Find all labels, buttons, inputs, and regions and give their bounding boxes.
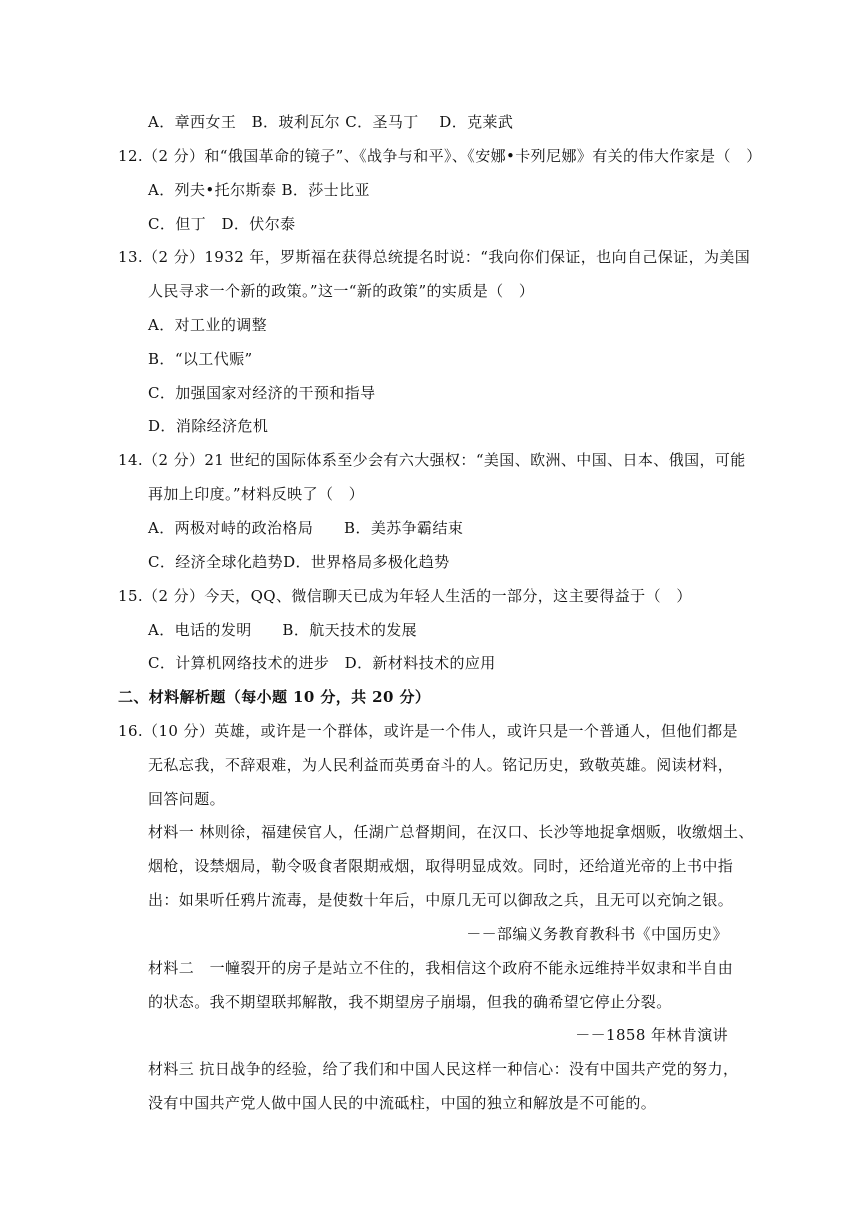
q13-stem-line2: 人民寻求一个新的政策。”这一“新的政策”的实质是（ ） <box>148 282 535 300</box>
q13-option-d: D．消除经济危机 <box>148 417 269 435</box>
q15-stem: 15.（2 分）今天，QQ、微信聊天已成为年轻人生活的一部分，这主要得益于（ ） <box>118 587 692 605</box>
q16-stem-line1: 16.（10 分）英雄，或许是一个群体，或许是一个伟人，或许只是一个普通人，但他们都是 <box>118 722 738 740</box>
q16-stem-line2: 无私忘我，不辞艰难，为人民利益而英勇奋斗的人。铭记历史，致敬英雄。阅读材料， <box>148 756 734 774</box>
q16-material1-source: －－部编义务教育教科书《中国历史》 <box>466 925 728 943</box>
q15-options-row2: C．计算机网络技术的进步 D．新材料技术的应用 <box>148 654 496 672</box>
q16-material1-line3: 出：如果听任鸦片流毒，是使数十年后，中原几无可以御敌之兵，且无可以充饷之银。 <box>148 891 734 909</box>
q16-stem-line3: 回答问题。 <box>148 790 226 808</box>
q12-stem: 12.（2 分）和“俄国革命的镜子”、《战争与和平》、《安娜•卡列尼娜》有关的伟大作家是（ ） <box>118 147 762 165</box>
q13-option-a: A．对工业的调整 <box>148 316 268 334</box>
q14-stem-line1: 14.（2 分）21 世纪的国际体系至少会有六大强权：“美国、欧洲、中国、日本、俄国，可能 <box>118 451 746 469</box>
q12-options-row1: A．列夫•托尔斯泰 B．莎士比亚 <box>148 181 370 199</box>
q13-option-c: C．加强国家对经济的干预和指导 <box>148 384 376 402</box>
q14-options-row2: C．经济全球化趋势D．世界格局多极化趋势 <box>148 553 450 571</box>
q16-material3-line1: 材料三 抗日战争的经验，给了我们和中国人民这样一种信心：没有中国共产党的努力， <box>148 1060 739 1078</box>
q11-options: A．章西女王 B．玻利瓦尔 C．圣马丁 D．克莱武 <box>148 113 514 131</box>
q16-material1-line1: 材料一 林则徐，福建侯官人，任湖广总督期间，在汉口、长沙等地捉拿烟贩，收缴烟土、 <box>148 823 754 841</box>
q14-stem-line2: 再加上印度。”材料反映了（ ） <box>148 485 365 503</box>
q16-material2-line2: 的状态。我不期望联邦解散，我不期望房子崩塌，但我的确希望它停止分裂。 <box>148 993 672 1011</box>
q13-stem-line1: 13.（2 分）1932 年，罗斯福在获得总统提名时说：“我向你们保证，也向自己保证，为美国 <box>118 248 751 266</box>
q12-options-row2: C．但丁 D．伏尔泰 <box>148 215 296 233</box>
q15-options-row1: A．电话的发明 B．航天技术的发展 <box>148 621 418 639</box>
q16-material2-source: －－1858 年林肯演讲 <box>575 1026 728 1044</box>
q13-option-b: B．“以工代赈” <box>148 350 253 368</box>
section2-heading: 二、材料解析题（每小题 10 分，共 20 分） <box>118 688 431 706</box>
q16-material3-line2: 没有中国共产党人做中国人民的中流砥柱，中国的独立和解放是不可能的。 <box>148 1094 657 1112</box>
q16-material1-line2: 烟枪，设禁烟局，勒令吸食者限期戒烟，取得明显成效。同时，还给道光帝的上书中指 <box>148 857 734 875</box>
q16-material2-line1: 材料二 一幢裂开的房子是站立不住的，我相信这个政府不能永远维持半奴隶和半自由 <box>148 959 734 977</box>
q14-options-row1: A．两极对峙的政治格局 B．美苏争霸结束 <box>148 519 464 537</box>
